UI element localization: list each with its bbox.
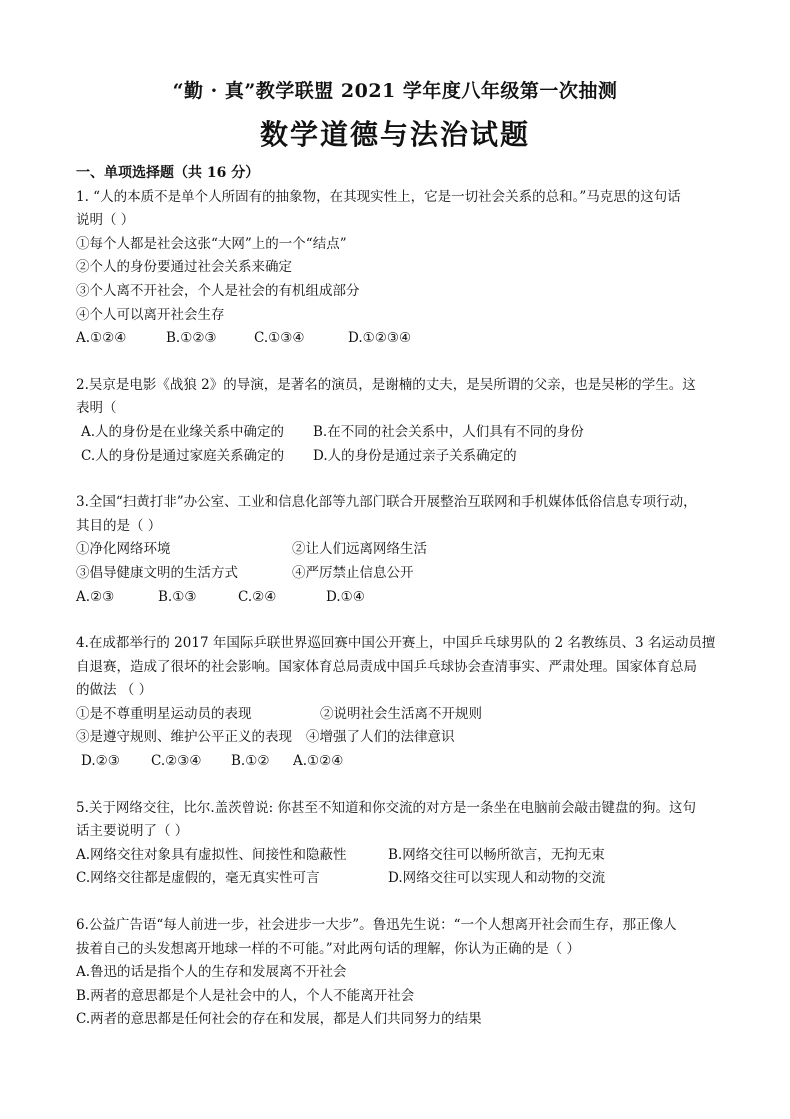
answer-option[interactable]: C.两者的意思都是任何社会的存在和发展，都是人们共同努力的结果	[76, 1011, 482, 1028]
answer-options	[76, 445, 716, 469]
answer-option[interactable]: B.网络交往可以畅所欲言，无拘无束	[388, 846, 605, 863]
spacer	[76, 609, 716, 632]
answer-option[interactable]: A.①②④	[76, 330, 127, 347]
answer-option[interactable]: A.鲁迅的话是指个人的生存和发展离不开社会	[76, 964, 347, 981]
question-6	[76, 914, 716, 1032]
answer-option[interactable]: A.②③	[76, 588, 115, 605]
question-1	[76, 186, 716, 351]
answer-options	[76, 586, 716, 610]
question-5	[76, 797, 716, 891]
exam-subtitle: 数学道德与法治试题	[259, 118, 530, 151]
spacer	[76, 774, 716, 797]
answer-option[interactable]: D.网络交往可以实现人和动物的交流	[388, 870, 606, 887]
question-stem-line: 1. “人的本质不是单个人所固有的抽象物，在其现实性上，它是一切社会关系的总和。”马克思的这句话	[76, 188, 681, 205]
statement-row	[76, 703, 716, 727]
answer-option[interactable]: D.①②③④	[348, 330, 412, 347]
answer-option[interactable]: B.①②	[231, 753, 270, 770]
answer-option[interactable]: C.人的身份是通过家庭关系确定的	[81, 447, 285, 464]
answer-option[interactable]: A.人的身份是在业缘关系中确定的	[81, 423, 285, 440]
answer-options	[76, 750, 716, 774]
answer-option[interactable]: C.①③④	[254, 330, 305, 347]
spacer	[76, 351, 716, 374]
question-stem-line: 5.关于网络交往，比尔.盖茨曾说: 你甚至不知道和你交流的对方是一条坐在电脑前会敲击键盘的狗。这句	[76, 799, 697, 816]
statement: ④个人可以离开社会生存	[76, 306, 225, 323]
answer-option[interactable]: D.②③	[81, 753, 120, 770]
answer-options	[76, 327, 716, 351]
answer-option[interactable]: B.①③	[158, 588, 197, 605]
statement: ①是不尊重明星运动员的表现	[76, 705, 252, 722]
statement: ④增强了人们的法律意识	[306, 729, 455, 746]
answer-option[interactable]: B.两者的意思都是个人是社会中的人，个人不能离开社会	[76, 987, 415, 1004]
question-stem-line: 话主要说明了（ ）	[76, 823, 189, 840]
question-stem-line: 2.吴京是电影《战狼 2》的导演，是著名的演员，是谢楠的丈夫，是吴所谓的父亲，也是吴彬的学生。这	[76, 376, 696, 393]
statement-row	[76, 726, 716, 750]
question-stem-line: 3.全国“扫黄打非”办公室、工业和信息化部等九部门联合开展整治互联网和手机媒体低俗信息专项行动，	[76, 494, 697, 511]
answer-options	[76, 421, 716, 445]
question-stem-line: 的做法 （ ）	[76, 682, 153, 699]
statement: ②说明社会生活离不开规则	[320, 705, 482, 722]
statement: ②让人们远离网络生活	[292, 541, 427, 558]
answer-option[interactable]: C.②④	[238, 588, 277, 605]
question-stem-line: 拔着自己的头发想离开地球一样的不可能。”对此两句话的理解，你认为正确的是（ ）	[76, 940, 580, 957]
question-3	[76, 491, 716, 609]
statement: ①每个人都是社会这张“大网”上的一个“结点”	[76, 235, 347, 252]
statement: ③倡导健康文明的生活方式	[76, 564, 238, 581]
exam-content	[76, 162, 716, 1032]
answer-option[interactable]: B.在不同的社会关系中，人们具有不同的身份	[313, 423, 584, 440]
spacer	[76, 468, 716, 491]
section-heading: 一、单项选择题（共 16 分）	[76, 165, 260, 181]
statement-row	[76, 562, 716, 586]
statement: ④严厉禁止信息公开	[292, 564, 414, 581]
statement-row	[76, 538, 716, 562]
answer-option[interactable]: D.①④	[326, 588, 365, 605]
statement: ①净化网络环境	[76, 541, 171, 558]
statement: ②个人的身份要通过社会关系来确定	[76, 259, 292, 276]
spacer	[76, 891, 716, 914]
answer-option[interactable]: B.①②③	[166, 330, 217, 347]
answer-option[interactable]: C.②③④	[151, 753, 202, 770]
statement: ③是遵守规则、维护公平正义的表现	[76, 729, 292, 746]
exam-title: “勤 · 真”教学联盟 2021 学年度八年级第一次抽测	[172, 80, 618, 102]
question-stem-line: 说明（ ）	[76, 212, 135, 229]
answer-option[interactable]: D.人的身份是通过亲子关系确定的	[313, 447, 517, 464]
question-4	[76, 632, 716, 774]
answer-options	[76, 844, 716, 868]
answer-option[interactable]: A.①②④	[293, 753, 344, 770]
answer-options	[76, 867, 716, 891]
statement: ③个人离不开社会，个人是社会的有机组成部分	[76, 282, 360, 299]
question-stem-line: 6.公益广告语“每人前进一步，社会进步一大步”。鲁迅先生说：“一个人想离开社会而生存，那正像人	[76, 917, 677, 934]
question-stem-line: 4.在成都举行的 2017 年国际乒联世界巡回赛中国公开赛上，中国乒乓球男队的 2 名教练员、3 名运动员擅	[76, 635, 716, 652]
question-stem-line: 其目的是（ ）	[76, 517, 162, 534]
question-stem-line: 表明（	[76, 400, 117, 417]
answer-option[interactable]: A.网络交往对象具有虚拟性、间接性和隐蔽性	[76, 846, 347, 863]
question-2	[76, 374, 716, 468]
question-stem-line: 自退赛，造成了很坏的社会影响。国家体育总局责成中国乒乓球协会查清事实、严肃处理。国家体育总局	[76, 658, 697, 675]
answer-option[interactable]: C.网络交往都是虚假的，毫无真实性可言	[76, 870, 320, 887]
